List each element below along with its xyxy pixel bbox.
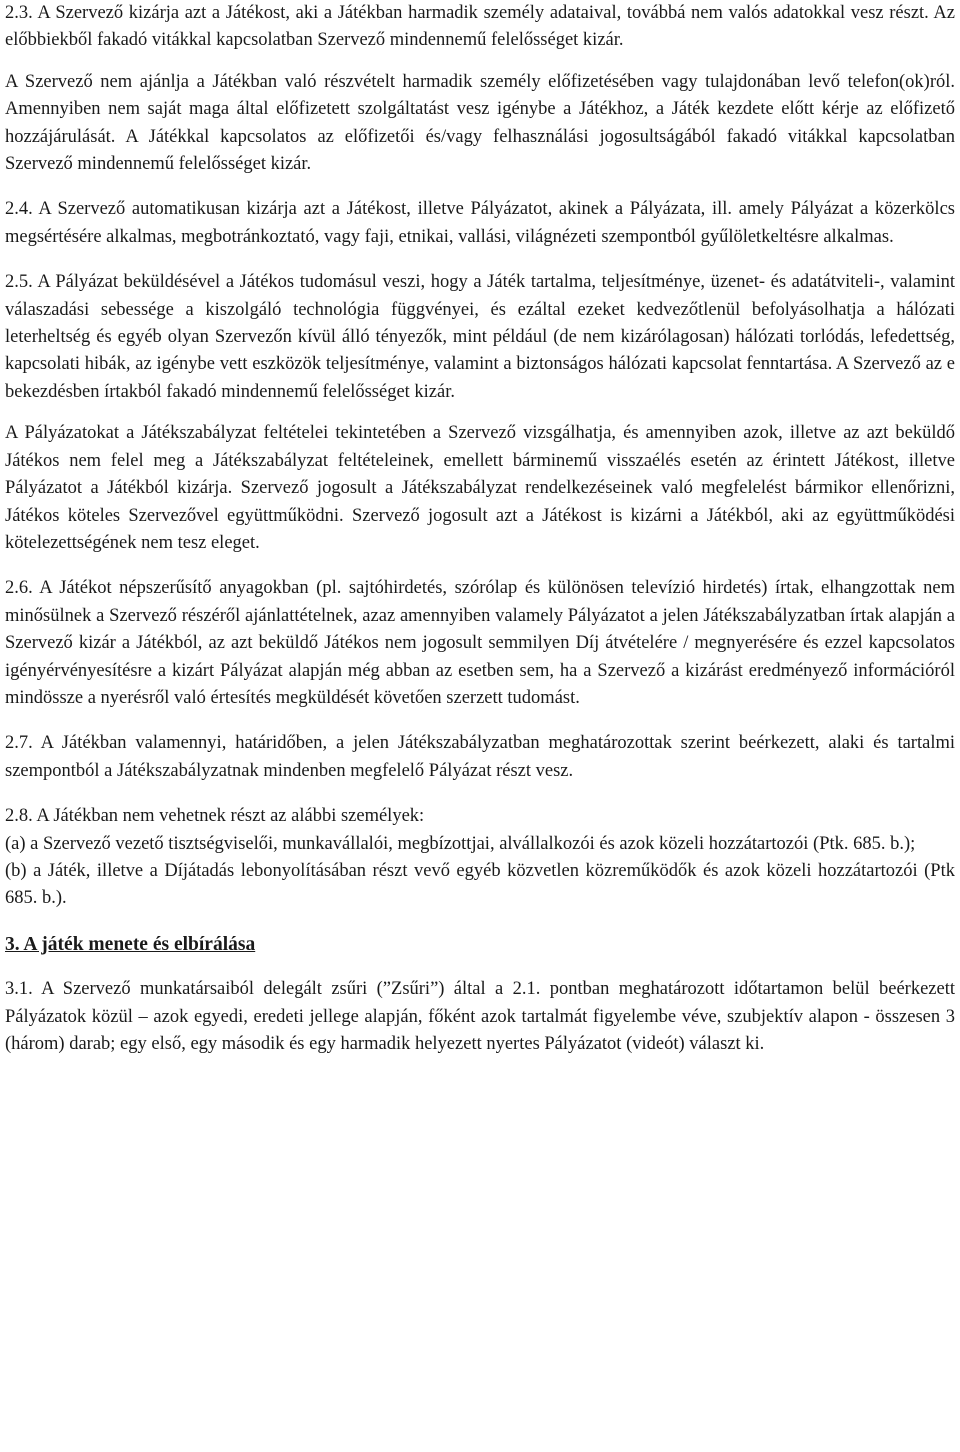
paragraph-2-4: 2.4. A Szervező automatikusan kizárja azt a Játékost, illetve Pályázatot, akinek a Pályázata, ill. amely Pályázat a közerkölcs megsértésére alkalmas, megbotránkoztató, vagy faji, etnikai, vallási, világnézeti szempontból gyűlöletkeltésre alkalmas. bbox=[5, 199, 955, 247]
paragraph-2-8-b: (b) a Játék, illetve a Díjátadás lebonyolításában részt vevő egyéb közvetlen közreműködők és azok közeli hozzátartozói (Ptk 685. b.). bbox=[5, 860, 955, 909]
paragraph-3-1: 3.1. A Szervező munkatársaiból delegált zsűri (”Zsűri”) által a 2.1. pontban meghatározott időtartamon belül beérkezett Pályázatok közül – azok egyedi, eredeti jellege alapján, főként azok tartalmát figyelembe véve, szubjektív alapon - összesen 3 (három) darab; egy első, egy második és egy harmadik helyezett nyertes Pályázatot (videót) választ ki. bbox=[5, 979, 955, 1054]
paragraph-2-3: 2.3. A Szervező kizárja azt a Játékost, aki a Játékban harmadik személy adataival, továbbá nem valós adatokkal vesz részt. Az előbbiekből fakadó vitákkal kapcsolatban Szervező mindennemű felelősséget kizár. bbox=[5, 3, 955, 51]
paragraph-2-6: 2.6. A Játékot népszerűsítő anyagokban (pl. sajtóhirdetés, szórólap és különösen televízió hirdetés) írtak, elhangzottak nem minősülnek a Szervező részéről ajánlattételnek, azaz amennyiben valamely Pályázatot a jelen Játékszabályzatban írtak alapján a Szervező kizár a Játékból, az azt beküldő Játékos nem jogosult semmilyen Díj átvételére / megnyerésére és ezzel kapcsolatos igényérvényesítésre a kizárt Pályázat alapján még abban az esetben sem, ha a Szervező a kizárást eredményező információról mindössze a nyerésről való értesítés megküldését követően szerzett tudomást. bbox=[5, 578, 955, 708]
paragraph-2-5: 2.5. A Pályázat beküldésével a Játékos tudomásul veszi, hogy a Játék tartalma, teljesítménye, üzenet- és adatátviteli-, valamint válaszadási sebessége a kiszolgáló technológia függvényei, és ezáltal ezeket kedvezőtlenül befolyásolhatja a hálózati leterheltség és egyéb olyan Szervezőn kívül álló tényezők, mint például (de nem kizárólagosan) hálózati torlódás, lefedettség, kapcsolati hibák, az igénybe vett eszközök teljesítménye, valamint a biztonságos hálózati kapcsolat fenntartása. A Szervező az e bekezdésben írtakból fakadó mindennemű felelősséget kizár. bbox=[5, 272, 955, 402]
section-heading-3: 3. A játék menete és elbírálása bbox=[5, 933, 256, 955]
document-page bbox=[5, 0, 955, 1058]
paragraph-2-8-a: (a) a Szervező vezető tisztségviselői, munkavállalói, megbízottjai, alvállalkozói és azok közeli hozzátartozói (Ptk. 685. b.); bbox=[5, 833, 916, 854]
paragraph-2-5-review: A Pályázatokat a Játékszabályzat feltételei tekintetében a Szervező vizsgálhatja, és amennyiben azok, illetve az azt beküldő Játékos nem felel meg a Játékszabályzat feltételeinek, emellett bárminemű visszaélés esetén az érintett Játékost, illetve Pályázatot a Játékból kizárja. Szervező jogosult a Játékszabályzat rendelkezéseinek való megfelelést bármikor ellenőrizni, Játékos köteles Szervezővel együttműködni. Szervező jogosult azt a Játékost is kizárni a Játékból, aki az együttműködési kötelezettségének nem tesz eleget. bbox=[5, 423, 955, 553]
paragraph-2-3-phone: A Szervező nem ajánlja a Játékban való részvételt harmadik személy előfizetésében vagy tulajdonában levő telefon(ok)ról. Amennyiben nem saját maga által előfizetett szolgáltatást vesz igénybe a Játékhoz, a Játék kezdete előtt kérje az előfizető hozzájárulását. A Játékkal kapcsolatos az előfizetői és/vagy felhasználási jogosultságából fakadó vitákkal kapcsolatban Szervező mindennemű felelősséget kizár. bbox=[5, 71, 955, 175]
paragraph-2-7: 2.7. A Játékban valamennyi, határidőben, a jelen Játékszabályzatban meghatározottak szerint beérkezett, alaki és tartalmi szempontból a Játékszabályzatnak mindenben megfelelő Pályázat részt vesz. bbox=[5, 733, 955, 781]
paragraph-2-8-intro: 2.8. A Játékban nem vehetnek részt az alábbi személyek: bbox=[5, 806, 425, 827]
